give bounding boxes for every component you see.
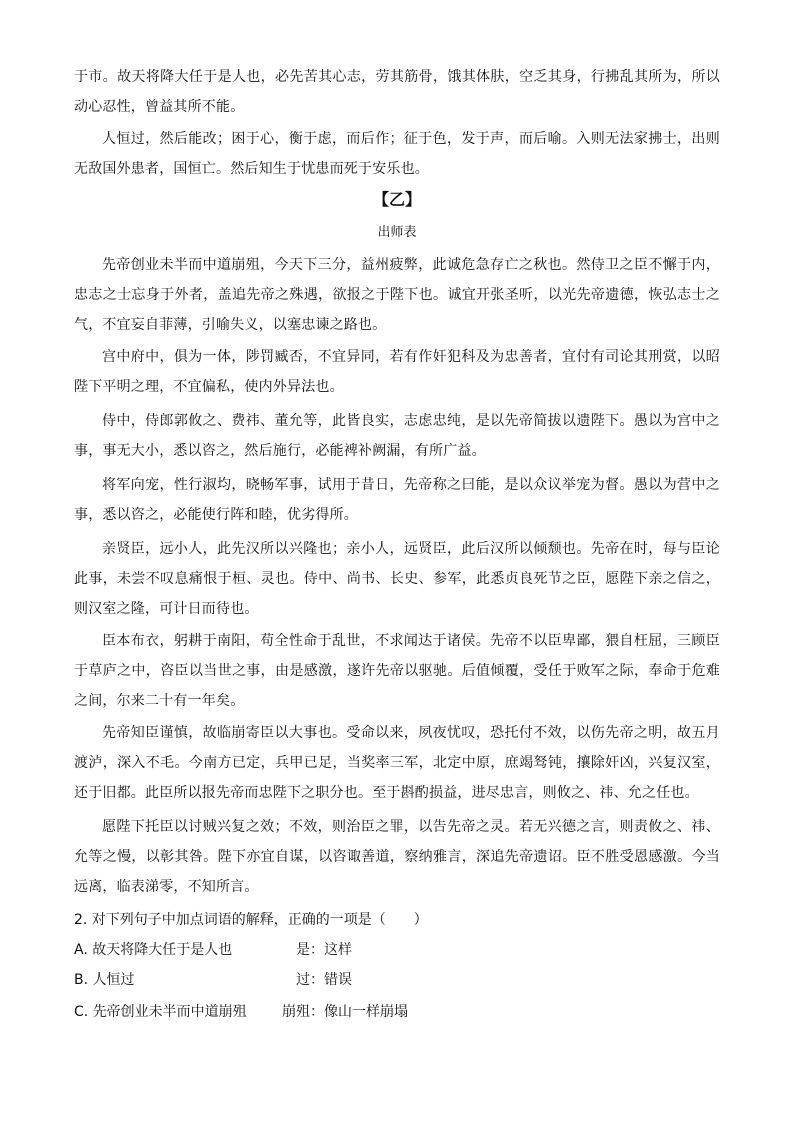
option-a[interactable] (74, 936, 714, 964)
yi-paragraph-6: 臣本布衣，躬耕于南阳，苟全性命于乱世，不求闻达于诸侯。先帝不以臣卑鄙，猥自枉屈，三顾臣于草庐之中，咨臣以当世之事，由是感激，遂许先帝以驱驰。后值倾覆，受任于败军之际，奉命于危难之间，尔来二十有一年矣。 (74, 633, 720, 709)
yi-paragraph-8: 愿陛下托臣以讨贼兴复之效；不效，则治臣之罪，以告先帝之灵。若无兴德之言，则责攸之、祎、允等之慢，以彰其咎。陛下亦宜自谋，以咨诹善道，察纳雅言，深追先帝遗诏。臣不胜受恩感激。今当远离，临表涕零，不知所言。 (74, 819, 720, 895)
section-marker-yi: 【乙】 (372, 190, 421, 209)
option-a-label: A. (74, 942, 88, 958)
option-c-label: C. (74, 1004, 89, 1020)
option-b[interactable] (74, 966, 714, 994)
yi-paragraph-5: 亲贤臣，远小人，此先汉所以兴隆也；亲小人，远贤臣，此后汉所以倾颓也。先帝在时，每与臣论此事，未尝不叹息痛恨于桓、灵也。侍中、尚书、长史、参军，此悉贞良死节之臣，愿陛下亲之信之，则汉室之隆，可计日而待也。 (74, 541, 720, 617)
yi-paragraph-2: 宫中府中，俱为一体，陟罚臧否，不宜异同，若有作奸犯科及为忠善者，宜付有司论其刑赏，以昭陛下平明之理，不宜偏私，使内外异法也。 (74, 349, 720, 395)
option-c-sentence: 先帝创业未半而中道崩殂 (92, 1004, 247, 1020)
yi-paragraph-4: 将军向宠，性行淑均，晓畅军事，试用于昔日，先帝称之曰能，是以众议举宠为督。愚以为营中之事，悉以咨之，必能使行阵和睦，优劣得所。 (74, 477, 720, 523)
jia-paragraph-2: 人恒过，然后能改；困于心，衡于虑，而后作；征于色，发于声，而后喻。入则无法家拂士，出则无敌国外患者，国恒亡。然后知生于忧患而死于安乐也。 (74, 131, 720, 177)
option-b-sentence: 人恒过 (92, 972, 135, 988)
yi-paragraph-7: 先帝知臣谨慎，故临崩寄臣以大事也。受命以来，夙夜忧叹，恐托付不效，以伤先帝之明，故五月渡泸，深入不毛。今南方已定，兵甲已足，当奖率三军，北定中原，庶竭驽钝，攘除奸凶，兴复汉室，还于旧都。此臣所以报先帝而忠陛下之职分也。至于斟酌损益，进尽忠言，则攸之、祎、允之任也。 (74, 725, 720, 801)
jia-paragraph-1: 于市。故天将降大任于是人也，必先苦其心志，劳其筋骨，饿其体肤，空乏其身，行拂乱其所为，所以动心忍性，曾益其所不能。 (74, 69, 720, 115)
option-c-answer: 崩殂：像山一样崩塌 (282, 1004, 408, 1020)
option-a-sentence: 故天将降大任于是人也 (92, 942, 233, 958)
option-b-label: B. (74, 972, 89, 988)
option-a-answer: 是：这样 (296, 942, 352, 958)
option-c[interactable] (74, 998, 714, 1026)
yi-paragraph-3: 侍中，侍郎郭攸之、费祎、董允等，此皆良实，志虑忠纯，是以先帝简拔以遗陛下。愚以为宫中之事，事无大小，悉以咨之，然后施行，必能裨补阙漏，有所广益。 (74, 413, 720, 459)
question-stem: 2. 对下列句子中加点词语的解释，正确的一项是（ ） (74, 912, 428, 928)
yi-paragraph-1: 先帝创业未半而中道崩殂，今天下三分，益州疲弊，此诚危急存亡之秋也。然侍卫之臣不懈于内，忠志之士忘身于外者，盖追先帝之殊遇，欲报之于陛下也。诚宜开张圣听，以光先帝遗德，恢弘志士之气，不宜妄自菲薄，引喻失义，以塞忠谏之路也。 (74, 257, 720, 333)
option-b-answer: 过：错误 (296, 972, 352, 988)
passage-title: 出师表 (377, 225, 417, 240)
